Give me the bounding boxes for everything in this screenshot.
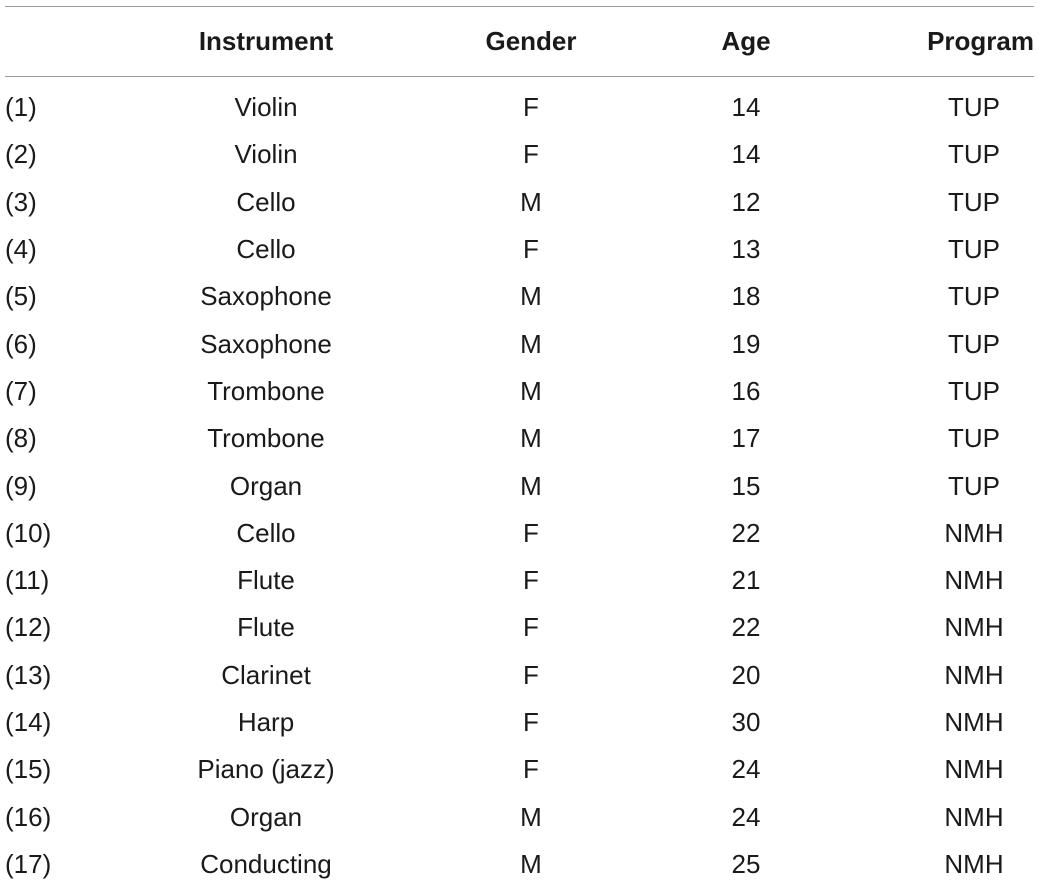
cell-instrument: Violin <box>234 139 298 170</box>
cell-id: (10) <box>5 517 52 548</box>
cell-program: TUP <box>948 375 1000 406</box>
cell-age: 22 <box>731 612 761 643</box>
cell-program: NMH <box>944 848 1004 879</box>
cell-gender: M <box>520 328 542 359</box>
cell-gender: F <box>523 234 539 265</box>
table-row <box>5 320 1034 367</box>
table-row <box>5 652 1034 699</box>
cell-gender: M <box>520 281 542 312</box>
cell-age: 16 <box>731 375 761 406</box>
table-row <box>5 131 1034 178</box>
cell-program: TUP <box>948 186 1000 217</box>
table-row <box>5 510 1034 557</box>
cell-program: TUP <box>948 281 1000 312</box>
cell-gender: M <box>520 423 542 454</box>
cell-program: TUP <box>948 92 1000 123</box>
cell-instrument: Flute <box>237 565 295 596</box>
cell-program: TUP <box>948 234 1000 265</box>
cell-instrument: Cello <box>236 186 296 217</box>
cell-id: (14) <box>5 707 52 737</box>
cell-id: (5) <box>5 281 37 312</box>
table-row <box>5 841 1034 888</box>
cell-id: (15) <box>5 754 52 785</box>
cell-id: (4) <box>5 234 37 265</box>
cell-id: (11) <box>5 565 50 596</box>
cell-instrument: Violin <box>234 92 298 123</box>
cell-instrument: Organ <box>229 801 303 832</box>
cell-instrument: Cello <box>236 517 296 548</box>
cell-id: (3) <box>5 186 37 217</box>
cell-id: (17) <box>5 848 52 879</box>
cell-gender: M <box>520 848 542 879</box>
table-row <box>5 179 1034 226</box>
cell-age: 21 <box>731 565 761 596</box>
table-row <box>5 604 1034 651</box>
cell-age: 13 <box>731 234 761 265</box>
cell-id: (7) <box>5 375 37 406</box>
cell-age: 22 <box>731 517 761 548</box>
cell-age: 19 <box>731 328 761 359</box>
header-program: Program <box>927 26 1034 56</box>
cell-instrument: Conducting <box>200 848 332 879</box>
cell-gender: F <box>523 754 539 785</box>
cell-instrument: Piano (jazz) <box>197 754 335 785</box>
cell-program: TUP <box>948 423 1000 454</box>
cell-age: 25 <box>731 848 761 879</box>
header-instrument: Instrument <box>198 26 334 56</box>
cell-age: 12 <box>731 186 761 217</box>
cell-program: NMH <box>944 754 1004 785</box>
table-row <box>5 557 1034 604</box>
cell-gender: F <box>523 139 539 170</box>
table-row <box>5 699 1034 746</box>
cell-age: 18 <box>731 281 761 312</box>
table-row <box>5 793 1034 840</box>
cell-program: NMH <box>944 659 1004 690</box>
cell-program: TUP <box>948 328 1000 359</box>
cell-gender: F <box>523 92 539 123</box>
cell-gender: F <box>523 517 539 548</box>
cell-id: (8) <box>5 423 37 454</box>
table-row <box>5 226 1034 273</box>
cell-age: 24 <box>731 801 761 832</box>
cell-program: NMH <box>944 801 1004 832</box>
cell-program: TUP <box>948 470 1000 501</box>
cell-id: (16) <box>5 801 52 832</box>
cell-instrument: Flute <box>237 612 295 643</box>
cell-age: 17 <box>731 423 761 454</box>
table-row <box>5 368 1034 415</box>
cell-age: 30 <box>731 707 761 737</box>
cell-gender: F <box>523 707 539 737</box>
cell-instrument: Trombone <box>207 423 325 454</box>
cell-gender: M <box>520 470 542 501</box>
cell-id: (1) <box>5 92 37 123</box>
header-age: Age <box>721 26 771 56</box>
cell-gender: M <box>520 186 542 217</box>
cell-instrument: Saxophone <box>200 281 332 312</box>
cell-instrument: Organ <box>229 470 303 501</box>
cell-id: (6) <box>5 328 37 359</box>
cell-gender: F <box>523 659 539 690</box>
cell-program: NMH <box>944 565 1004 596</box>
cell-gender: M <box>520 801 542 832</box>
cell-program: TUP <box>948 139 1000 170</box>
cell-age: 15 <box>731 470 761 501</box>
cell-instrument: Clarinet <box>221 659 311 690</box>
table-row <box>5 462 1034 509</box>
cell-id: (2) <box>5 139 37 170</box>
header-gender: Gender <box>485 26 577 56</box>
cell-age: 24 <box>731 754 761 785</box>
cell-gender: F <box>523 612 539 643</box>
cell-instrument: Cello <box>236 234 296 265</box>
cell-id: (13) <box>5 659 52 690</box>
table-header-row <box>5 7 1034 76</box>
participants-table <box>5 6 1034 888</box>
cell-id: (9) <box>5 470 37 501</box>
cell-age: 14 <box>731 139 761 170</box>
header-id <box>5 7 125 76</box>
cell-instrument: Harp <box>237 707 295 737</box>
cell-gender: F <box>523 565 539 596</box>
table-row <box>5 746 1034 793</box>
table-row <box>5 84 1034 131</box>
table-row <box>5 415 1034 462</box>
cell-program: NMH <box>944 517 1004 548</box>
cell-program: NMH <box>944 707 1004 737</box>
table-row <box>5 273 1034 320</box>
cell-age: 14 <box>731 92 761 123</box>
cell-instrument: Trombone <box>207 375 325 406</box>
cell-program: NMH <box>944 612 1004 643</box>
cell-instrument: Saxophone <box>200 328 332 359</box>
cell-id: (12) <box>5 612 52 643</box>
table-body <box>5 84 1034 888</box>
cell-gender: M <box>520 375 542 406</box>
cell-age: 20 <box>731 659 761 690</box>
